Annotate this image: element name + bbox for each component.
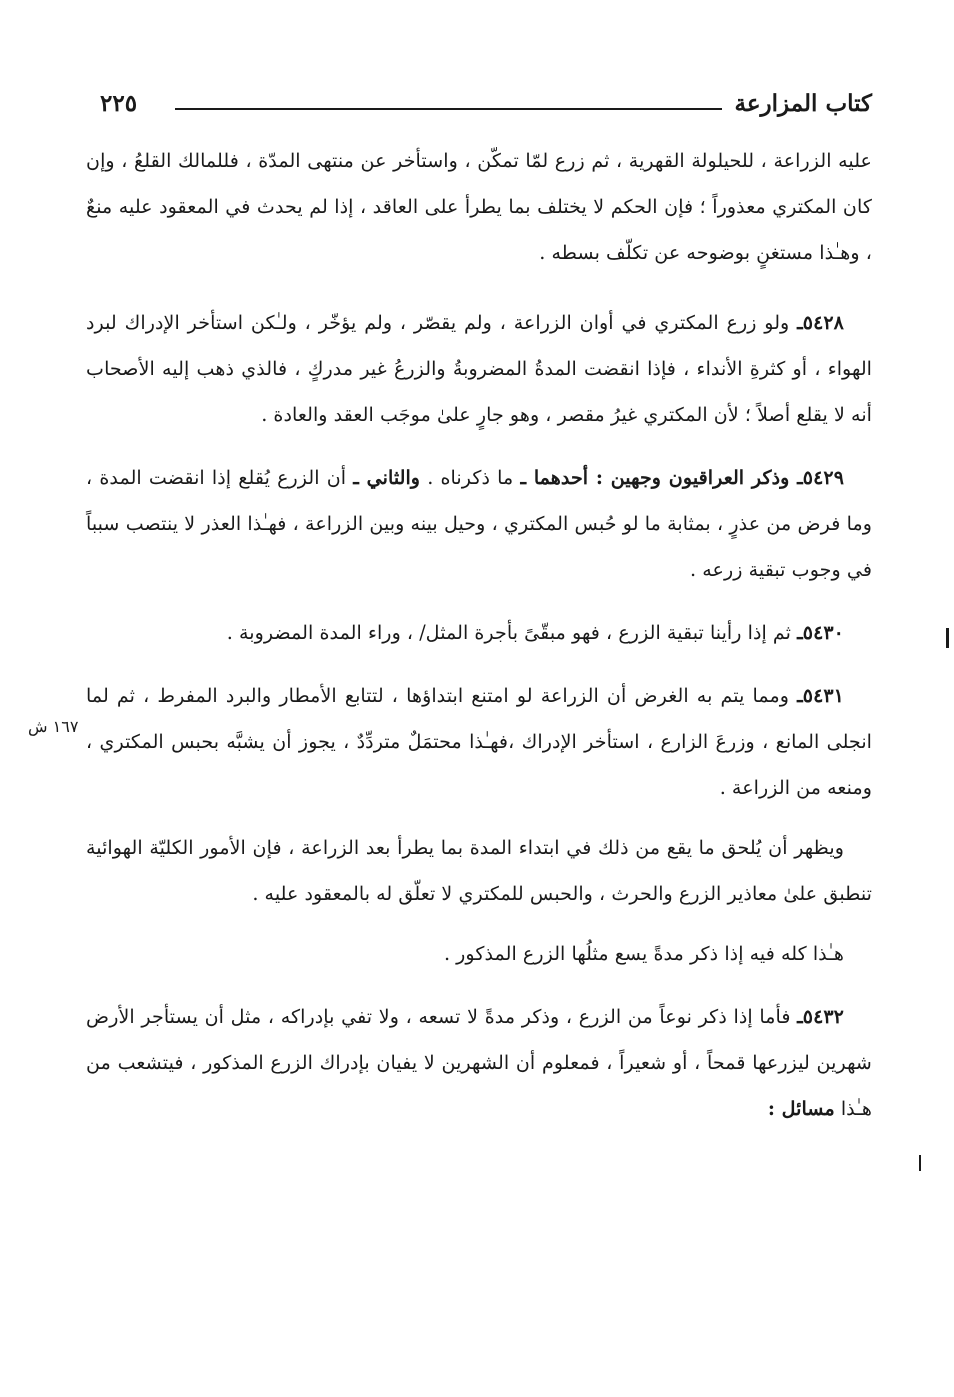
paragraph-text: فأما إذا ذكر نوعاً من الزرع ، وذكر مدةً لا تسعه ، ولا تفي بإدراكه ، مثل أن يستأجر الأرض شهرين ليزرعها قمحاً ، أو شعيراً ، فمعلوم أن الشهرين لا يفيان بإدراك الزرع المذكور ، فيتشعب من هـٰذا [86, 1005, 872, 1120]
paragraph-text: ويظهر أن يُلحق ما يقع من ذلك في ابتداء المدة بما يطرأ بعد الزراعة ، فإن الأمور الكليّة الهوائية تنطبق علىٰ معاذير الزرع والحرث ، والحبس للمكتري لا تعلّق له بالمعقود عليه . [86, 836, 872, 905]
page-body [86, 138, 872, 1149]
book-title: كتاب المزارعة [734, 90, 872, 117]
paragraph-5428 [86, 300, 872, 438]
page-number: ٢٢٥ [100, 90, 138, 117]
paragraph-5430 [86, 610, 872, 656]
margin-note-folio: ١٦٧ ش [28, 717, 79, 736]
paragraph-5429 [86, 455, 872, 593]
paragraph-number: ٥٤٣٠ـ [797, 621, 844, 644]
paragraph-continuation [86, 138, 872, 276]
paragraph-lead: وذكر العراقيون وجهين : أحدهما ـ [520, 466, 798, 489]
paragraph-hadha [86, 931, 872, 977]
paragraph-text: ثم إذا رأينا تبقية الزرع ، فهو مبقّىً بأجرة المثل/ ، وراء المدة المضروبة . [226, 621, 798, 644]
paragraph-second-label: والثاني ـ [353, 466, 421, 489]
paragraph-tail: مسائل : [767, 1097, 835, 1120]
scan-edge-mark [919, 1155, 921, 1171]
paragraph-number: ٥٤٣١ـ [797, 684, 844, 707]
paragraph-5431 [86, 673, 872, 811]
paragraph-zahir [86, 825, 872, 917]
scan-edge-mark [946, 628, 949, 648]
paragraph-number: ٥٤٢٩ـ [797, 466, 845, 489]
paragraph-text: ومما يتم به الغرض أن الزراعة لو امتنع ابتداؤها ، لتتابع الأمطار والبرد المفرط ، ثم لما انجلى المانع ، وزرعَ الزارع ، استأخر الإدراك ،فهـٰذا محتمَلٌ متردِّدٌ ، يجوز أن يشبَّه بحبس المكتري ، ومنعه من الزراعة . [86, 684, 872, 799]
paragraph-number: ٥٤٢٨ـ [797, 311, 844, 334]
paragraph-text: هـٰذا كله فيه إذا ذكر مدةً يسع مثلُها الزرع المذكور . [443, 942, 844, 965]
paragraph-text: ولو زرع المكتري في أوان الزراعة ، ولم يقصّر ، ولم يؤخّر ، ولـٰكن استأخر الإدراك لبرد الهواء ، أو كثرةِ الأنداء ، فإذا انقضت المدةُ المضروبةُ والزرعُ غير مدركٍ ، فالذي ذهب إليه الأصحاب أنه لا يقلع أصلاً ؛ لأن المكتري غيرُ مقصر ، وهو جارٍ علىٰ موجَب العقد والعادة . [86, 311, 872, 426]
paragraph-text: عليه الزراعة ، للحيلولة القهرية ، ثم زرع لمّا تمكّن ، واستأخر عن منتهى المدّة ، فللمالك القلعُ ، وإن كان المكتري معذوراً ؛ فإن الحكم لا يختلف بما يطرأ على العاقد ، إذا لم يحدث في المعقود عليه منعٌ ، وهـٰذا مستغنٍ بوضوحه عن تكلّف بسطه . [86, 149, 872, 264]
paragraph-mid: ما ذكرناه . [420, 466, 521, 489]
header-rule [175, 108, 722, 110]
paragraph-text: أن الزرع يُقلع إذا انقضت المدة ، وما فرض من عذرٍ ، بمثابة ما لو حُبس المكتري ، وحيل بينه وبين الزراعة ، فهـٰذا العذر لا ينتصب سبباً في وجوب تبقية زرعه . [86, 466, 872, 581]
paragraph-number: ٥٤٣٢ـ [797, 1005, 844, 1028]
running-header [100, 84, 872, 124]
paragraph-5432 [86, 994, 872, 1132]
